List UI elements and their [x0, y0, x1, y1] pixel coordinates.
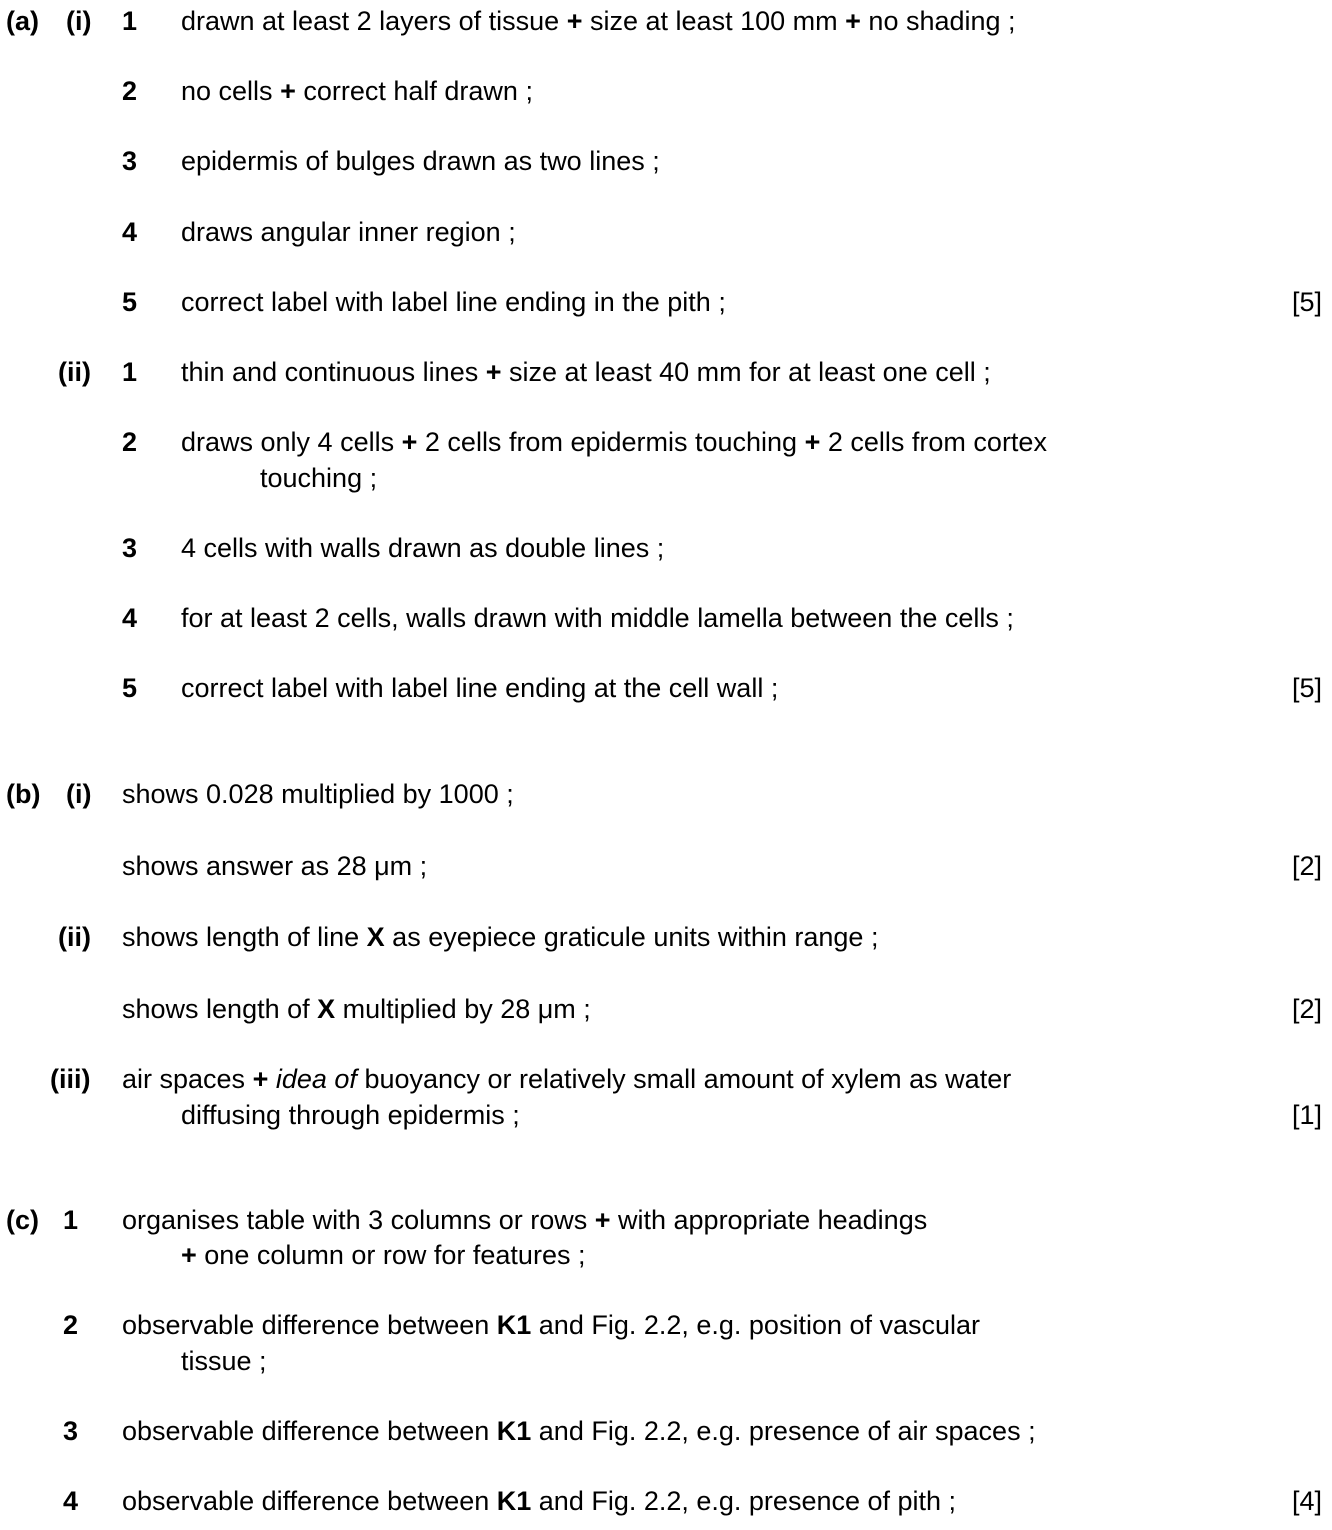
a-ii-item-4 [0, 600, 1332, 636]
answer-text-continued: diffusing through epidermis ; [181, 1100, 520, 1130]
answer-text: shows length of X multiplied by 28 μm ; [122, 994, 591, 1024]
c-item-1-cont [0, 1237, 1332, 1273]
item-text: draws angular inner region ; [181, 217, 516, 247]
a-i-item-4 [0, 214, 1332, 250]
item-text-continued: tissue ; [181, 1346, 267, 1376]
c-item-2 [0, 1307, 1332, 1343]
c-item-1 [0, 1202, 1332, 1238]
marks-total: [2] [1291, 851, 1322, 881]
b-i-line-2 [0, 848, 1332, 884]
item-text: 4 cells with walls drawn as double lines ; [181, 533, 665, 563]
a-i-item-3 [0, 143, 1332, 179]
item-text: observable difference between K1 and Fig. 2.2, e.g. position of vascular [122, 1310, 981, 1340]
item-number: 2 [122, 427, 138, 457]
item-text: correct label with label line ending at the cell wall ; [181, 673, 779, 703]
answer-text: shows 0.028 multiplied by 1000 ; [122, 779, 514, 809]
item-number: 3 [63, 1416, 79, 1446]
item-number: 3 [122, 146, 138, 176]
item-text-continued: touching ; [260, 463, 378, 493]
item-number: 3 [122, 533, 138, 563]
item-number: 1 [63, 1205, 79, 1235]
a-ii-item-2 [0, 424, 1332, 460]
marks-total: [1] [1291, 1100, 1322, 1130]
sub-i-label: (i) [66, 779, 92, 809]
part-a-label: (a) [6, 6, 39, 36]
a-ii-item-5 [0, 670, 1332, 706]
line-x-label: X [366, 922, 385, 952]
b-i-line-1 [0, 776, 1332, 812]
item-number: 5 [122, 287, 138, 317]
item-number: 5 [122, 673, 138, 703]
item-text: for at least 2 cells, walls drawn with middle lamella between the cells ; [181, 603, 1014, 633]
item-text: organises table with 3 columns or rows + with appropriate headings [122, 1205, 928, 1235]
b-ii-line-2 [0, 991, 1332, 1027]
a-ii-item-3 [0, 530, 1332, 566]
a-ii-item-2-cont [0, 460, 1332, 496]
sub-iii-label: (iii) [50, 1064, 91, 1094]
marks-total: [5] [1291, 673, 1322, 703]
c-item-3 [0, 1413, 1332, 1449]
a-ii-item-1 [0, 354, 1332, 390]
k1-label: K1 [496, 1486, 532, 1516]
marks-total: [5] [1291, 287, 1322, 317]
a-i-item-5 [0, 284, 1332, 320]
item-number: 1 [122, 6, 138, 36]
sub-ii-label: (ii) [58, 357, 91, 387]
b-iii-line-1 [0, 1061, 1332, 1097]
item-text: thin and continuous lines + size at least 40 mm for at least one cell ; [181, 357, 991, 387]
item-number: 2 [122, 76, 138, 106]
item-text: correct label with label line ending in the pith ; [181, 287, 726, 317]
item-number: 4 [63, 1486, 79, 1516]
sub-ii-label: (ii) [58, 922, 91, 952]
answer-text: air spaces + idea of buoyancy or relatively small amount of xylem as water [122, 1064, 1012, 1094]
item-number: 4 [122, 603, 138, 633]
marks-total: [2] [1291, 994, 1322, 1024]
marks-total: [4] [1291, 1486, 1322, 1516]
line-x-label: X [317, 994, 336, 1024]
c-item-4 [0, 1483, 1332, 1519]
a-i-item-2 [0, 73, 1332, 109]
a-i-item-1 [0, 3, 1332, 39]
item-text: no cells + correct half drawn ; [181, 76, 533, 106]
item-text: observable difference between K1 and Fig. 2.2, e.g. presence of pith ; [122, 1486, 957, 1516]
item-number: 2 [63, 1310, 79, 1340]
item-text-continued: + one column or row for features ; [181, 1240, 586, 1270]
answer-text: shows answer as 28 μm ; [122, 851, 428, 881]
item-text: drawn at least 2 layers of tissue + size at least 100 mm + no shading ; [181, 6, 1016, 36]
k1-label: K1 [496, 1416, 532, 1446]
item-text: draws only 4 cells + 2 cells from epidermis touching + 2 cells from cortex [181, 427, 1047, 457]
sub-i-label: (i) [66, 6, 92, 36]
item-number: 1 [122, 357, 138, 387]
b-iii-line-2 [0, 1097, 1332, 1133]
k1-label: K1 [496, 1310, 532, 1340]
answer-text: shows length of line X as eyepiece graticule units within range ; [122, 922, 879, 952]
item-text: epidermis of bulges drawn as two lines ; [181, 146, 660, 176]
item-text: observable difference between K1 and Fig. 2.2, e.g. presence of air spaces ; [122, 1416, 1036, 1446]
idea-of-italic: idea of [275, 1064, 357, 1094]
c-item-2-cont [0, 1343, 1332, 1379]
part-c-label: (c) [6, 1205, 39, 1235]
item-number: 4 [122, 217, 138, 247]
part-b-label: (b) [6, 779, 41, 809]
b-ii-line-1 [0, 919, 1332, 955]
